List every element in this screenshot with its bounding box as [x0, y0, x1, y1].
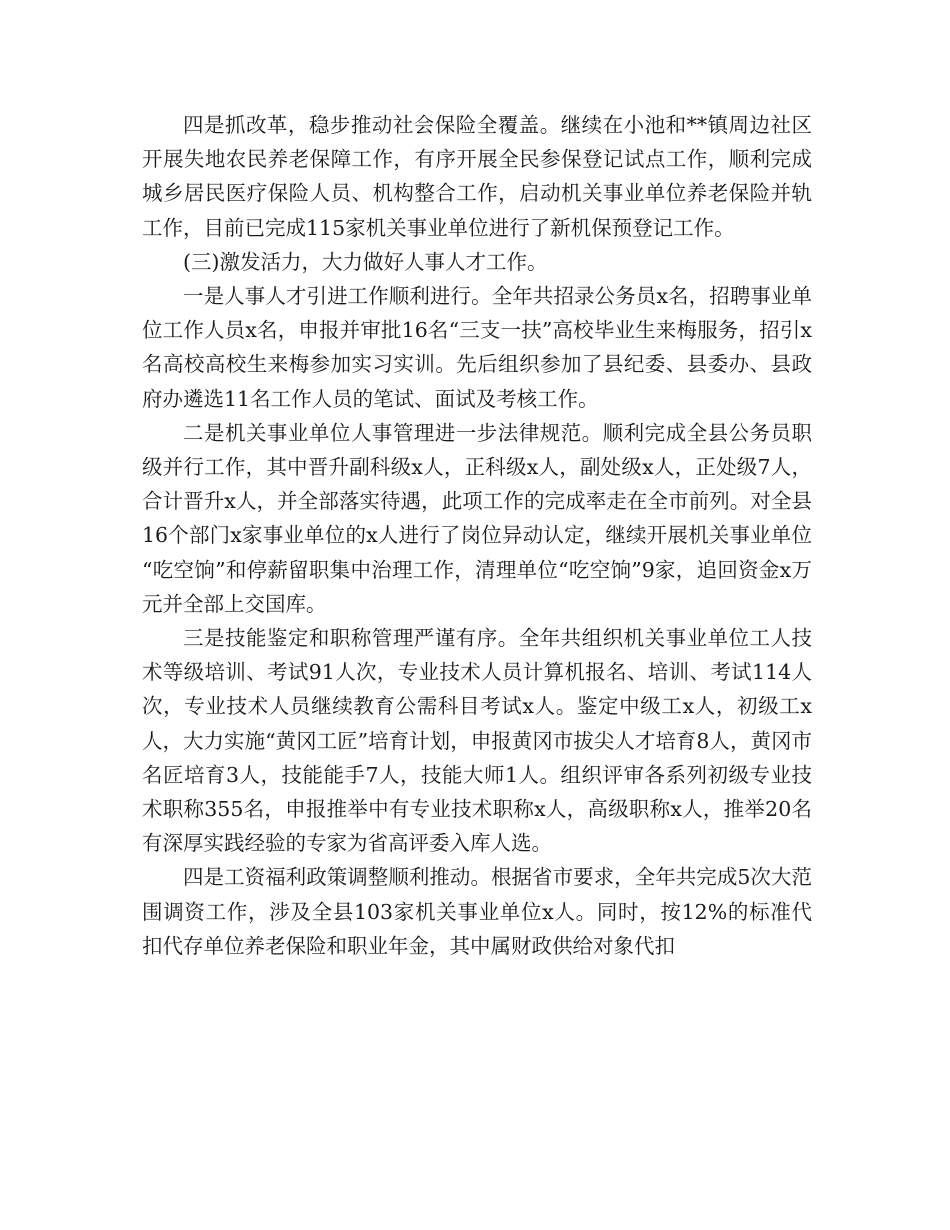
section-heading-personnel-talent: (三)激发活力，大力做好人事人才工作。: [183, 249, 548, 274]
paragraph-talent-recruitment: 一是人事人才引进工作顺利进行。全年共招录公务员x名，招聘事业单位工作人员x名，申报并审批16名“三支一扶”高校毕业生来梅服务，招引x名高校高校生来梅参加实习实训。先后组织参加了县纪委、县委办、县政府办遴选11名工作人员的笔试、面试及考核工作。: [142, 284, 812, 411]
paragraph-skill-certification: 三是技能鉴定和职称管理严谨有序。全年共组织机关事业单位工人技术等级培训、考试91人次，专业技术人员计算机报名、培训、考试114人次，专业技术人员继续教育公需科目考试x人。鉴定中级工x人，初级工x人，大力实施“黄冈工匠”培育计划，申报黄冈市拔尖人才培育8人，黄冈市名匠培育3人，技能能手7人，技能大师1人。组织评审各系列初级专业技术职称355名，申报推举中有专业技术职称x人，高级职称x人，推举20名有深厚实践经验的专家为省高评委入库人选。: [142, 626, 812, 856]
paragraph-wage-welfare: 四是工资福利政策调整顺利推动。根据省市要求，全年共完成5次大范围调资工作，涉及全县103家机关事业单位x人。同时，按12%的标准代扣代存单位养老保险和职业年金，其中属财政供给对象代扣: [142, 865, 812, 958]
document-page: [142, 108, 812, 963]
paragraph-personnel-management: 二是机关事业单位人事管理进一步法律规范。顺利完成全县公务员职级并行工作，其中晋升副科级x人，正科级x人，副处级x人，正处级7人，合计晋升x人，并全部落实待遇，此项工作的完成率走在全市前列。对全县16个部门x家事业单位的x人进行了岗位异动认定，继续开展机关事业单位“吃空饷”和停薪留职集中治理工作，清理单位“吃空饷”9家，追回资金x万元并全部上交国库。: [142, 420, 812, 616]
paragraph-social-insurance-reform: 四是抓改革，稳步推动社会保险全覆盖。继续在小池和**镇周边社区开展失地农民养老保障工作，有序开展全民参保登记试点工作，顺利完成城乡居民医疗保险人员、机构整合工作，启动机关事业单位养老保险并轨工作，目前已完成115家机关事业单位进行了新机保预登记工作。: [142, 113, 812, 240]
